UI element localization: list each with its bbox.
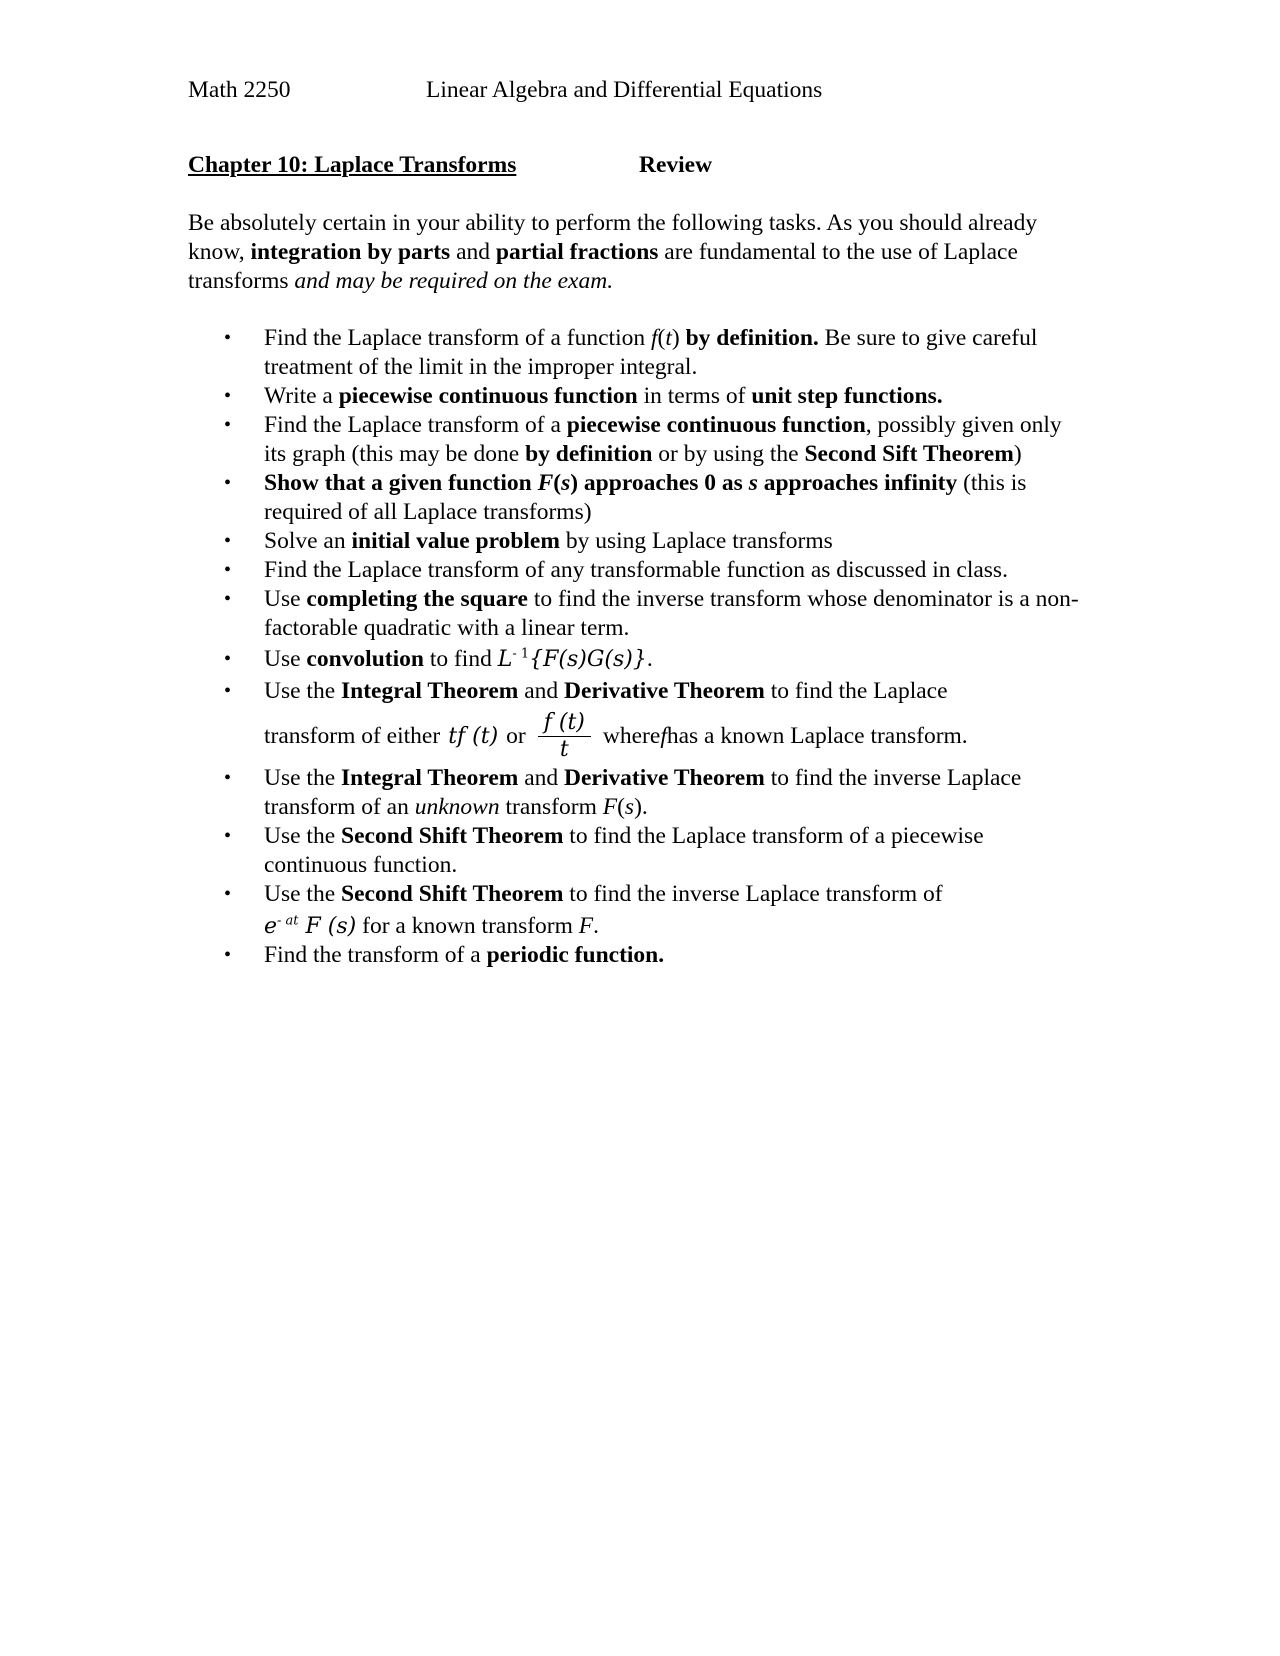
math-symbol: s bbox=[561, 470, 571, 496]
math-symbol: t bbox=[665, 325, 672, 351]
list-item bbox=[188, 382, 1088, 411]
task-text: Be sure to give careful treatment of the limit in the improper integral. bbox=[264, 325, 1038, 380]
math-symbol: f bbox=[660, 722, 667, 749]
list-item bbox=[188, 556, 1088, 585]
task-text: Use bbox=[264, 646, 307, 672]
task-italic: unknown bbox=[414, 794, 500, 820]
bullet-icon: • bbox=[224, 648, 232, 670]
task-text: , possibly given only its graph (this may be done bbox=[264, 412, 1062, 467]
inverse-laplace-expression bbox=[498, 647, 647, 672]
math-symbol: s bbox=[624, 794, 635, 820]
list-item bbox=[188, 880, 1088, 941]
task-bold: Derivative Theorem bbox=[564, 765, 765, 791]
task-text: Solve an bbox=[264, 528, 352, 554]
bullet-icon: • bbox=[224, 588, 232, 610]
task-text: Use the bbox=[264, 678, 342, 704]
task-bold: initial value problem bbox=[351, 528, 560, 554]
math-symbol: {F(s)G(s)} bbox=[529, 647, 647, 672]
bullet-icon: • bbox=[224, 327, 232, 349]
list-item bbox=[188, 411, 1088, 469]
task-text: Use the bbox=[264, 823, 342, 849]
list-item bbox=[188, 941, 1088, 970]
fraction-denominator: t bbox=[559, 736, 569, 762]
task-text: to find the Laplace transform of a piecewise continuous function. bbox=[264, 823, 984, 878]
task-bold: periodic function. bbox=[486, 942, 665, 968]
math-symbol: ). bbox=[634, 794, 648, 820]
task-bold: Second Sift Theorem bbox=[804, 441, 1014, 467]
math-symbol: F bbox=[537, 470, 554, 496]
task-text: . bbox=[593, 913, 600, 939]
task-text: Find the Laplace transform of any transformable function as discussed in class. bbox=[264, 557, 1008, 583]
task-bold: Integral Theorem bbox=[341, 678, 519, 704]
task-text: Use the bbox=[264, 765, 342, 791]
math-symbol: F (s) bbox=[305, 914, 357, 939]
task-bold: Integral Theorem bbox=[341, 765, 519, 791]
task-bold: ( bbox=[553, 470, 562, 496]
task-text: transform of either bbox=[264, 722, 441, 749]
list-item bbox=[188, 764, 1088, 822]
task-text: and bbox=[518, 765, 565, 791]
math-expression: tf (t) bbox=[448, 723, 499, 749]
task-bold: Show that a given function bbox=[264, 470, 538, 496]
fraction-numerator: f (t) bbox=[538, 710, 591, 737]
math-symbol: ( bbox=[657, 325, 666, 351]
task-bold: completing the square bbox=[306, 586, 528, 612]
bullet-icon: • bbox=[224, 559, 232, 581]
task-text: for a known transform bbox=[356, 913, 579, 939]
intro-text: are fundamental to the use of Laplace transforms bbox=[188, 239, 1018, 294]
list-item bbox=[188, 822, 1088, 880]
list-item bbox=[188, 469, 1088, 527]
exponential-expression bbox=[264, 914, 356, 939]
math-symbol: F bbox=[578, 913, 594, 939]
task-text: Write a bbox=[264, 383, 339, 409]
course-code: Math 2250 bbox=[188, 77, 291, 103]
bullet-icon: • bbox=[224, 944, 232, 966]
math-symbol: ) bbox=[671, 325, 680, 351]
bullet-icon: • bbox=[224, 680, 232, 702]
chapter-title: Chapter 10: Laplace Transforms bbox=[188, 152, 517, 178]
task-bold: Second Shift Theorem bbox=[341, 881, 564, 907]
list-item bbox=[188, 527, 1088, 556]
page-header bbox=[188, 76, 1088, 106]
task-bold: ) approaches 0 as bbox=[570, 470, 749, 496]
review-label: Review bbox=[639, 152, 713, 178]
task-text: where bbox=[602, 722, 661, 749]
math-symbol: s bbox=[748, 470, 758, 496]
task-bold: piecewise continuous function bbox=[566, 412, 866, 438]
task-text: by using Laplace transforms bbox=[559, 528, 833, 554]
task-bold: convolution bbox=[306, 646, 424, 672]
task-bold: approaches infinity bbox=[757, 470, 958, 496]
task-text: and bbox=[518, 678, 565, 704]
bullet-icon: • bbox=[224, 883, 232, 905]
task-text: transform bbox=[499, 794, 603, 820]
bullet-icon: • bbox=[224, 472, 232, 494]
task-text: . bbox=[646, 646, 653, 672]
task-text: has a known Laplace transform. bbox=[666, 722, 968, 749]
task-text: ) bbox=[1013, 441, 1022, 467]
task-text: to find the inverse transform whose denominator is a non-factorable quadratic with a linear term. bbox=[264, 586, 1079, 641]
list-item bbox=[188, 643, 1088, 677]
task-bold: unit step functions. bbox=[751, 383, 943, 409]
task-text: to find the inverse Laplace transform of bbox=[563, 881, 943, 907]
list-item bbox=[188, 585, 1088, 643]
list-item bbox=[188, 677, 1088, 764]
bullet-icon: • bbox=[224, 530, 232, 552]
intro-text: Be absolutely certain in your ability to perform the following tasks. As you should already know, bbox=[188, 210, 1038, 265]
task-list bbox=[188, 324, 1088, 970]
task-bold: by definition. bbox=[685, 325, 819, 351]
intro-italic-exam-note: and may be required on the exam. bbox=[294, 268, 614, 294]
bullet-icon: • bbox=[224, 385, 232, 407]
task-text: to find the Laplace bbox=[764, 678, 948, 704]
task-line bbox=[264, 677, 1088, 706]
intro-paragraph bbox=[188, 209, 1088, 296]
task-line bbox=[264, 909, 1088, 941]
math-superscript: - at bbox=[277, 913, 299, 929]
task-text: Use bbox=[264, 586, 307, 612]
math-symbol: L bbox=[497, 647, 513, 672]
math-symbol: e bbox=[264, 914, 278, 939]
chapter-heading bbox=[188, 151, 1088, 181]
fraction bbox=[538, 710, 591, 763]
course-title: Linear Algebra and Differential Equations bbox=[426, 77, 823, 103]
task-text: Find the Laplace transform of a bbox=[264, 412, 567, 438]
math-superscript: - 1 bbox=[512, 646, 530, 662]
task-text: (this is required of all Laplace transforms) bbox=[264, 470, 1027, 525]
task-text: or bbox=[506, 722, 526, 749]
math-symbol: F bbox=[602, 794, 618, 820]
task-text: to find bbox=[423, 646, 498, 672]
task-text: Find the transform of a bbox=[264, 942, 487, 968]
bullet-icon: • bbox=[224, 767, 232, 789]
task-bold: by definition bbox=[525, 441, 653, 467]
math-symbol: f bbox=[650, 325, 658, 351]
bullet-icon: • bbox=[224, 414, 232, 436]
task-bold: piecewise continuous function bbox=[338, 383, 638, 409]
task-bold: Derivative Theorem bbox=[564, 678, 765, 704]
task-text: Find the Laplace transform of a function bbox=[264, 325, 651, 351]
task-line bbox=[264, 880, 1088, 909]
bullet-icon: • bbox=[224, 825, 232, 847]
task-text: or by using the bbox=[652, 441, 805, 467]
task-line bbox=[264, 708, 1088, 764]
intro-text: and bbox=[450, 239, 496, 265]
intro-bold-partial-fractions: partial fractions bbox=[495, 239, 659, 265]
intro-bold-integration: integration by parts bbox=[250, 239, 451, 265]
math-symbol: ( bbox=[617, 794, 625, 820]
list-item bbox=[188, 324, 1088, 382]
task-bold: Second Shift Theorem bbox=[341, 823, 564, 849]
task-text: Use the bbox=[264, 881, 342, 907]
task-text: in terms of bbox=[637, 383, 752, 409]
task-text: to find the inverse Laplace transform of an bbox=[264, 765, 1022, 820]
